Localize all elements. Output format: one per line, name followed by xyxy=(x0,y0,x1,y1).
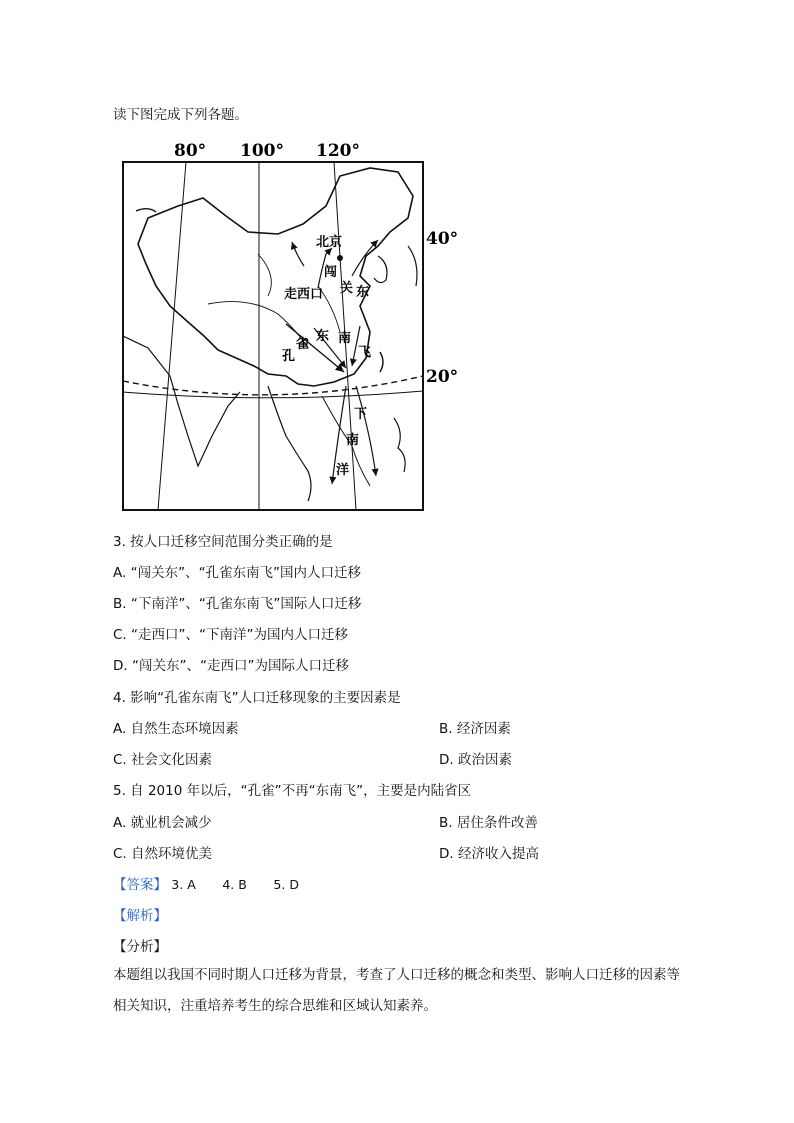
q5-option-d: D. 经济收入提高 xyxy=(439,846,539,862)
intro-text: 读下图完成下列各题。 xyxy=(113,107,248,123)
label-beijing: 北京 xyxy=(316,235,343,250)
lat-label-40: 40° xyxy=(426,229,459,249)
map-frame xyxy=(123,162,423,510)
label-chuang-2: 关 xyxy=(340,281,354,296)
arrow-zouxikou xyxy=(292,242,304,266)
japan xyxy=(408,246,417,286)
q3-option-c: C. “走西口”、“下南洋”为国内人口迁移 xyxy=(113,627,348,643)
china-outline xyxy=(138,168,413,386)
label-zouxikou: 走西口 xyxy=(284,287,324,302)
q3-option-a: A. “闯关东”、“孔雀东南飞”国内人口迁移 xyxy=(113,565,362,581)
q4-option-b: B. 经济因素 xyxy=(439,721,511,737)
question-4-stem: 4. 影响“孔雀东南飞”人口迁移现象的主要因素是 xyxy=(113,690,401,706)
label-kongque-1: 孔 xyxy=(282,349,296,364)
label-xianan-1: 下 xyxy=(354,407,368,422)
arrow-kongque-1 xyxy=(286,324,344,372)
philippines xyxy=(394,418,405,472)
boundary-b xyxy=(258,254,271,296)
answer-3: 3. A xyxy=(171,877,196,892)
q3-option-d: D. “闯关东”、“走西口”为国际人口迁移 xyxy=(113,658,349,674)
answer-5: 5. D xyxy=(273,877,299,892)
lon-label-120: 120° xyxy=(316,141,360,161)
q5-option-b: B. 居住条件改善 xyxy=(439,815,538,831)
label-kongque-5: 飞 xyxy=(358,345,372,360)
q5-option-a: A. 就业机会减少 xyxy=(113,815,212,831)
answer-4: 4. B xyxy=(222,877,247,892)
label-chuang-3: 东 xyxy=(356,285,370,300)
analysis-label: 【解析】 xyxy=(113,908,167,924)
answer-label: 【答案】 xyxy=(113,877,167,893)
question-3-stem: 3. 按人口迁移空间范围分类正确的是 xyxy=(113,534,333,550)
label-kongque-3: 东 xyxy=(316,329,330,344)
beijing-dot xyxy=(337,255,343,261)
meridian-80 xyxy=(158,162,186,510)
q3-option-b: B. “下南洋”、“孔雀东南飞”国际人口迁移 xyxy=(113,596,362,612)
map-svg xyxy=(108,136,468,516)
q4-option-a: A. 自然生态环境因素 xyxy=(113,721,239,737)
label-chuang-1: 闯 xyxy=(324,265,338,280)
lat-label-20: 20° xyxy=(426,367,459,387)
migration-map xyxy=(108,136,468,516)
arrow-xianan-2 xyxy=(356,386,376,476)
lon-label-100: 100° xyxy=(240,141,284,161)
lon-label-80: 80° xyxy=(174,141,207,161)
indochina-coast xyxy=(268,386,311,501)
q5-option-c: C. 自然环境优美 xyxy=(113,846,213,862)
analysis-paragraph: 本题组以我国不同时期人口迁移为背景，考查了人口迁移的概念和类型、影响人口迁移的因素等相关知识，注重培养考生的综合思维和区域认知素养。 xyxy=(113,967,680,1014)
label-xianan-3: 洋 xyxy=(336,463,350,478)
label-kongque-2: 雀 xyxy=(296,337,310,352)
boundary-a xyxy=(208,302,308,348)
korea xyxy=(374,256,387,283)
q4-option-c: C. 社会文化因素 xyxy=(113,752,213,768)
question-5-stem: 5. 自 2010 年以后，“孔雀”不再“东南飞”，主要是内陆省区 xyxy=(113,783,472,799)
q4-option-d: D. 政治因素 xyxy=(439,752,512,768)
taiwan xyxy=(380,352,383,372)
india-coast xyxy=(123,336,240,466)
label-xianan-2: 南 xyxy=(346,433,360,448)
label-kongque-4: 南 xyxy=(338,331,352,346)
fenxi-label: 【分析】 xyxy=(113,939,167,955)
answer-line xyxy=(113,873,299,893)
lake xyxy=(136,209,156,212)
